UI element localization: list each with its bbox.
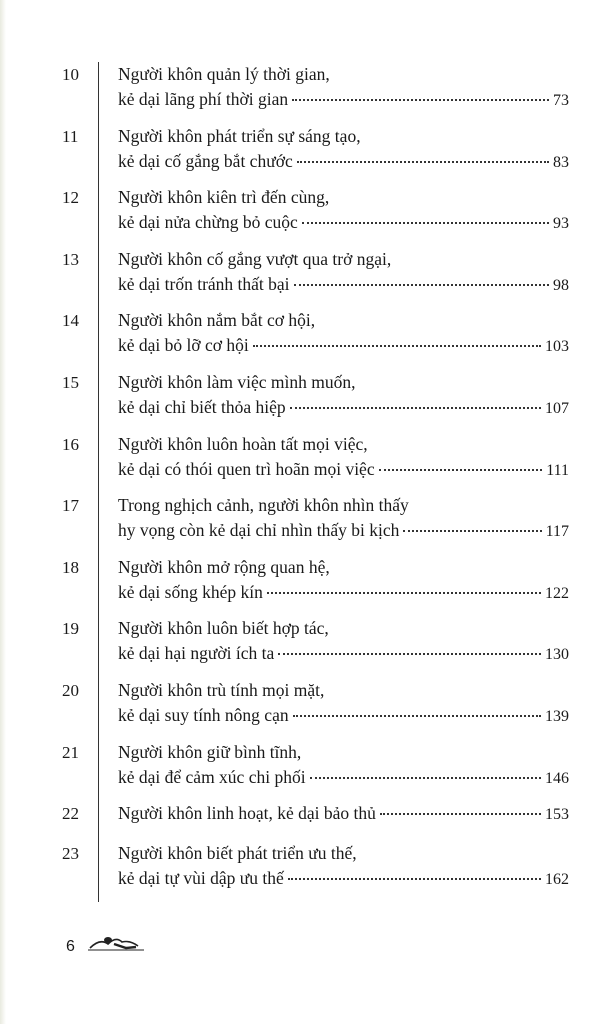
- dot-leader: [253, 344, 541, 347]
- chapter-title-line-1: Người khôn quản lý thời gian,: [118, 64, 330, 84]
- chapter-number: 13: [62, 249, 79, 269]
- toc-entry[interactable]: [0, 120, 595, 182]
- chapter-title-line-1: Người khôn kiên trì đến cùng,: [118, 187, 330, 208]
- chapter-number: 12: [62, 188, 79, 208]
- chapter-number: 21: [62, 742, 79, 762]
- chapter-number: 10: [62, 65, 79, 84]
- toc-entry[interactable]: [0, 736, 595, 798]
- chapter-title-text: kẻ dại sống khép kín: [118, 581, 263, 602]
- chapter-title-text: kẻ dại tự vùi dập ưu thế: [118, 868, 284, 889]
- chapter-title-line-1: Người khôn phát triển sự sáng tạo,: [118, 125, 361, 146]
- toc-entry[interactable]: [0, 58, 595, 120]
- chapter-title-line-1: Người khôn mở rộng quan hệ,: [118, 556, 330, 577]
- page-reference: 146: [545, 769, 569, 787]
- page-reference: 130: [545, 646, 569, 664]
- toc-entry[interactable]: [0, 837, 595, 899]
- chapter-number: 23: [62, 844, 79, 864]
- chapter-title-line-2: [118, 518, 569, 544]
- toc-entry[interactable]: [0, 366, 595, 428]
- chapter-number: 22: [62, 804, 79, 824]
- chapter-title-line-2: [118, 333, 569, 359]
- chapter-title-line-2: [118, 703, 569, 729]
- page-reference: 117: [545, 523, 569, 541]
- chapter-title-line-2: [118, 580, 569, 606]
- chapter-number: 14: [62, 311, 79, 331]
- toc-entry[interactable]: [0, 797, 595, 837]
- chapter-title-text: kẻ dại lãng phí thời gian: [118, 89, 289, 109]
- chapter-title-line-1: Người khôn cố gắng vượt qua trở ngại,: [118, 248, 392, 269]
- chapter-title-line-2: [118, 765, 569, 791]
- page-reference: 139: [545, 707, 569, 725]
- reclining-figure-icon: [86, 928, 146, 954]
- chapter-title-line-2: [118, 641, 569, 667]
- table-of-contents: [0, 58, 595, 899]
- page-number: 6: [66, 938, 75, 955]
- page-reference: 162: [545, 871, 569, 889]
- toc-entry[interactable]: [0, 181, 595, 243]
- chapter-title-text: kẻ dại bỏ lỡ cơ hội: [118, 335, 249, 356]
- page-reference: 103: [545, 338, 569, 356]
- toc-entry[interactable]: [0, 243, 595, 305]
- chapter-title-line-2: [118, 210, 569, 236]
- chapter-title-text: kẻ dại trốn tránh thất bại: [118, 273, 290, 294]
- page-reference: 111: [546, 461, 569, 479]
- chapter-title-line-2: [118, 457, 569, 483]
- dot-leader: [379, 468, 543, 471]
- chapter-title-text: kẻ dại cố gắng bắt chước: [118, 150, 293, 171]
- chapter-title-text: kẻ dại hại người ích ta: [118, 643, 275, 664]
- page-reference: 98: [553, 276, 569, 294]
- chapter-title-line-2: [118, 866, 569, 892]
- toc-entry[interactable]: [0, 489, 595, 551]
- toc-entry[interactable]: [0, 428, 595, 490]
- chapter-title-line-2: [118, 149, 569, 175]
- toc-entry[interactable]: [0, 612, 595, 674]
- chapter-number: 19: [62, 619, 79, 639]
- chapter-title-text: Người khôn linh hoạt, kẻ dại bảo thủ: [118, 803, 376, 824]
- chapter-number: 20: [62, 680, 79, 700]
- chapter-title-line-2: [118, 272, 569, 298]
- chapter-number: 11: [62, 126, 79, 146]
- dot-leader: [292, 98, 549, 101]
- dot-leader: [380, 812, 541, 815]
- chapter-title-text: kẻ dại suy tính nông cạn: [118, 704, 289, 725]
- chapter-number: 17: [62, 496, 79, 516]
- chapter-title-text: kẻ dại nửa chừng bỏ cuộc: [118, 212, 298, 233]
- chapter-title-line-1: Người khôn luôn hoàn tất mọi việc,: [118, 433, 368, 454]
- chapter-number: 15: [62, 372, 79, 392]
- chapter-title-line-1: Người khôn làm việc mình muốn,: [118, 371, 356, 392]
- toc-entry[interactable]: [0, 674, 595, 736]
- chapter-title-line-1: Trong nghịch cảnh, người khôn nhìn thấy: [118, 495, 409, 516]
- chapter-title-line-1: Người khôn nắm bắt cơ hội,: [118, 310, 316, 331]
- toc-entry[interactable]: [0, 304, 595, 366]
- dot-leader: [290, 406, 541, 409]
- dot-leader: [302, 221, 549, 224]
- page-reference: 122: [545, 584, 569, 602]
- dot-leader: [278, 652, 541, 655]
- page-reference: 93: [553, 215, 569, 233]
- chapter-title-line-1: Người khôn luôn biết hợp tác,: [118, 618, 329, 639]
- dot-leader: [288, 877, 541, 880]
- chapter-title-line-1: Người khôn biết phát triển ưu thế,: [118, 843, 357, 864]
- page-reference: 73: [553, 92, 569, 109]
- dot-leader: [310, 776, 541, 779]
- dot-leader: [267, 591, 541, 594]
- chapter-title-line-1: [118, 801, 569, 827]
- chapter-title-line-2: [118, 87, 569, 113]
- toc-entry[interactable]: [0, 551, 595, 613]
- chapter-title-text: hy vọng còn kẻ dại chỉ nhìn thấy bi kịch: [118, 520, 400, 541]
- page-reference: 83: [553, 153, 569, 171]
- chapter-title-line-1: Người khôn giữ bình tĩnh,: [118, 741, 302, 762]
- page-reference: 153: [545, 806, 569, 824]
- chapter-number: 18: [62, 557, 79, 577]
- chapter-title-line-2: [118, 395, 569, 421]
- dot-leader: [403, 529, 541, 532]
- dot-leader: [297, 160, 549, 163]
- dot-leader: [294, 283, 549, 286]
- dot-leader: [293, 714, 541, 717]
- chapter-number: 16: [62, 434, 79, 454]
- chapter-title-line-1: Người khôn trù tính mọi mặt,: [118, 679, 325, 700]
- chapter-title-text: kẻ dại chỉ biết thỏa hiệp: [118, 396, 286, 417]
- chapter-title-text: kẻ dại để cảm xúc chi phối: [118, 766, 306, 787]
- page-reference: 107: [545, 399, 569, 417]
- chapter-title-text: kẻ dại có thói quen trì hoãn mọi việc: [118, 458, 375, 479]
